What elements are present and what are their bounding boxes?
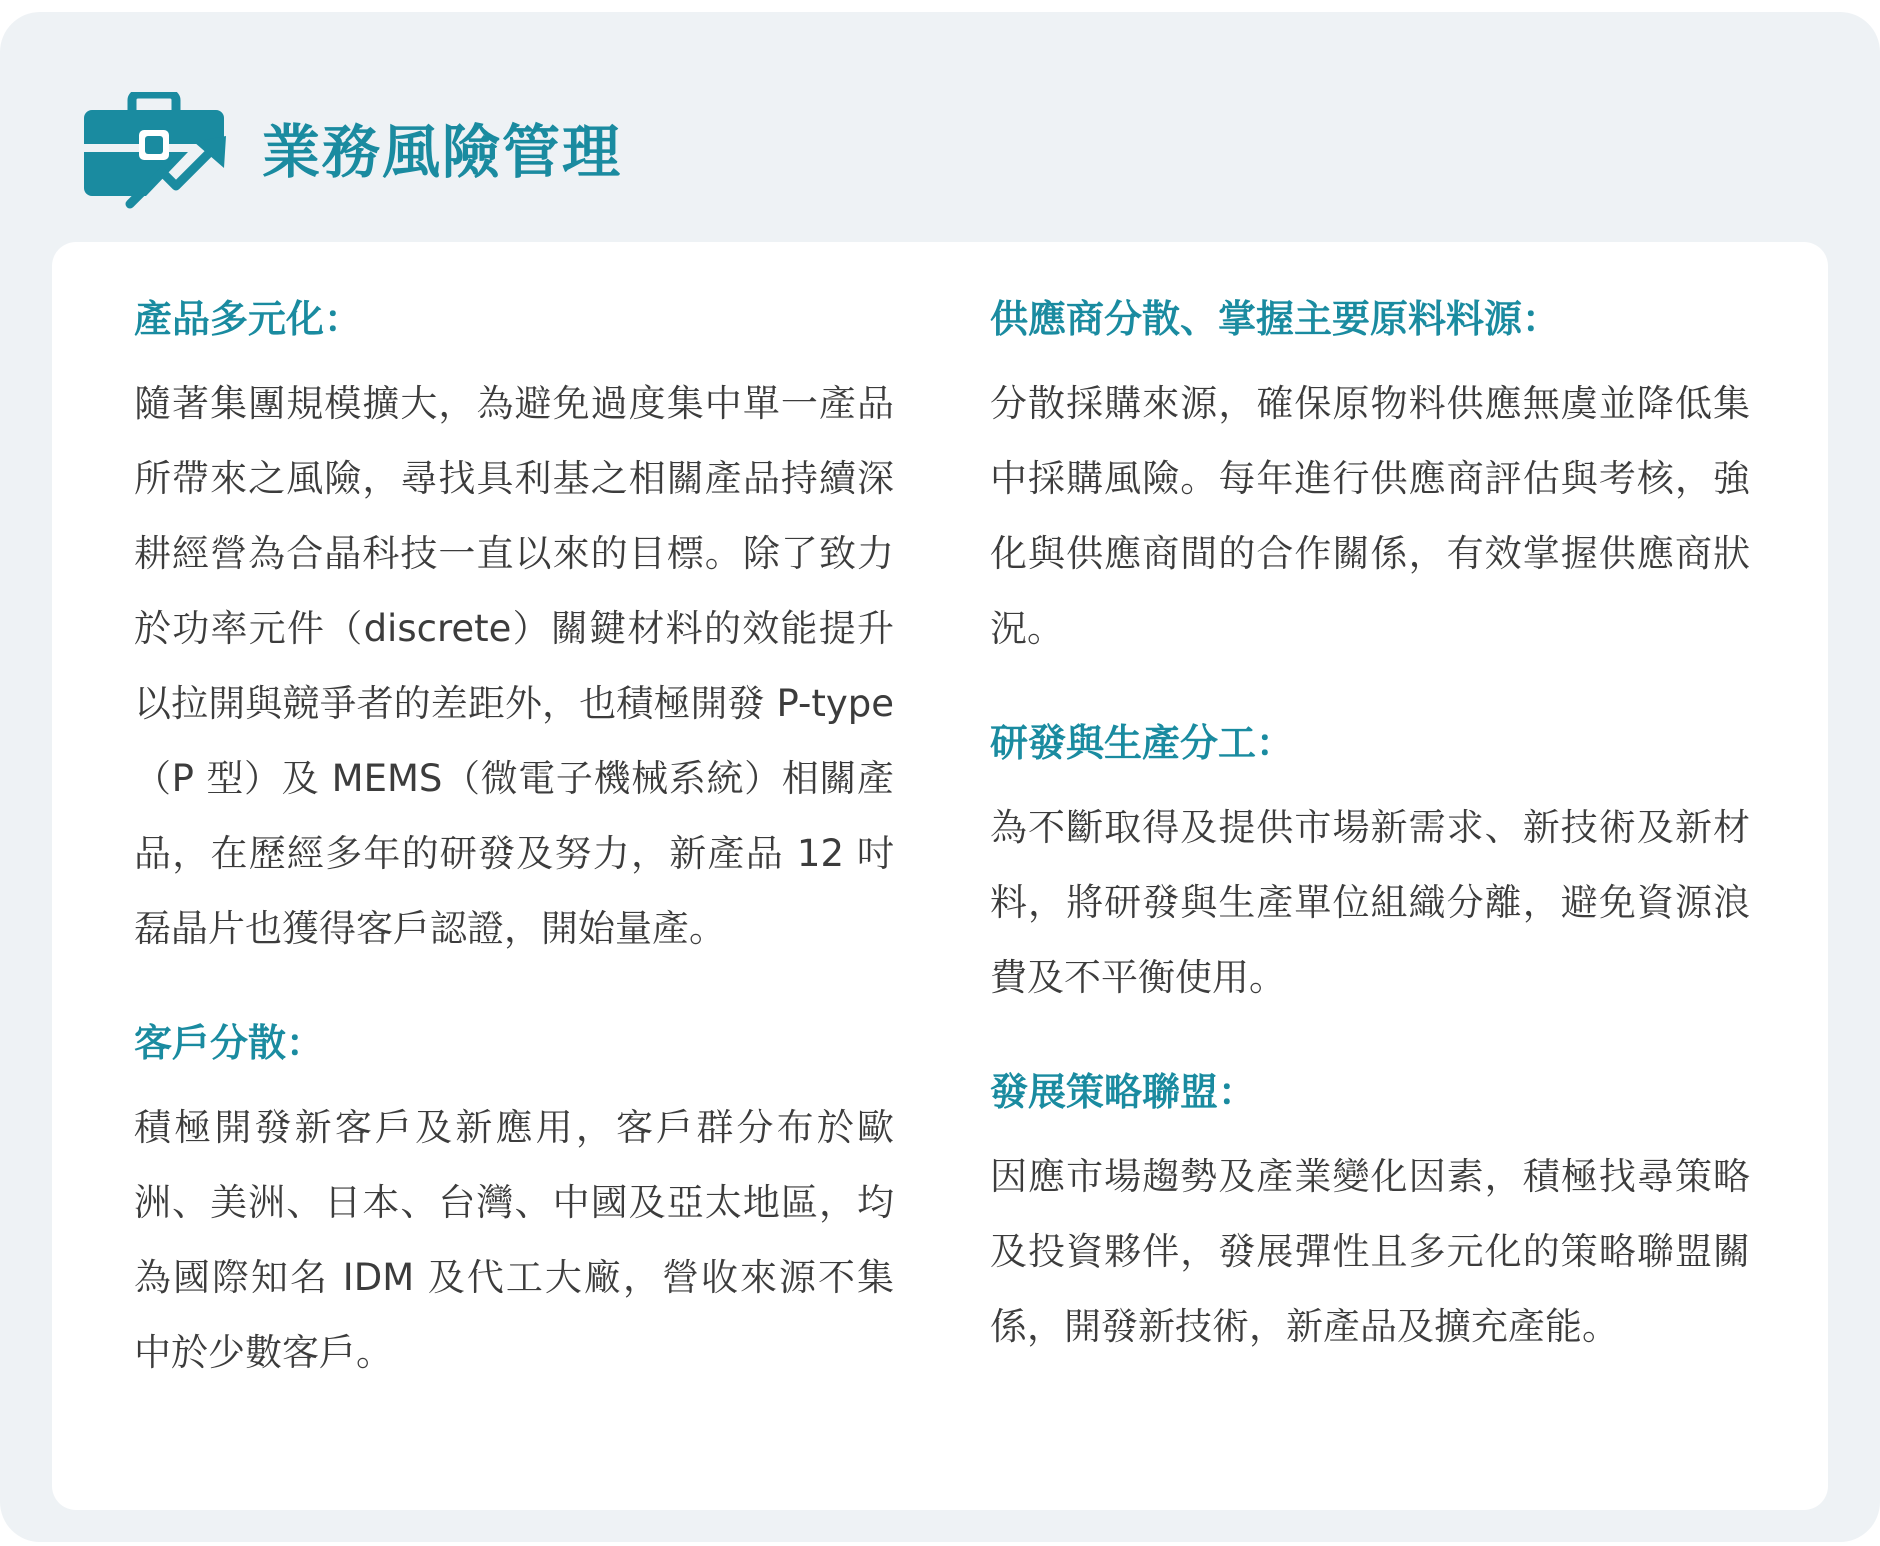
section-title: 供應商分散、掌握主要原料料源： [990, 297, 1561, 341]
section-customer-diversification [134, 1016, 894, 1390]
content-card [52, 242, 1828, 1510]
section-product-diversification [134, 292, 894, 966]
left-column [134, 292, 894, 1440]
section-strategic-alliance [990, 1065, 1750, 1364]
section-body: 積極開發新客戶及新應用，客戶群分布於歐洲、美洲、日本、台灣、中國及亞太地區，均為國際知名 IDM 及代工大廠，營收來源不集中於少數客戶。 [134, 1106, 894, 1374]
section-body: 因應市場趨勢及產業變化因素，積極找尋策略及投資夥伴，發展彈性且多元化的策略聯盟關係，開發新技術，新產品及擴充產能。 [990, 1155, 1750, 1348]
section-supplier-diversification [990, 292, 1750, 666]
right-column [990, 292, 1750, 1414]
section-rd-production-division [990, 716, 1750, 1015]
section-body: 分散採購來源，確保原物料供應無虞並降低集中採購風險。每年進行供應商評估與考核，強化與供應商間的合作關係，有效掌握供應商狀況。 [990, 382, 1750, 650]
page-header [84, 92, 622, 212]
page-background [0, 12, 1880, 1542]
section-title: 產品多元化： [134, 297, 363, 341]
page-title: 業務風險管理 [262, 118, 623, 186]
section-body: 隨著集團規模擴大，為避免過度集中單一產品所帶來之風險，尋找具利基之相關產品持續深耕經營為合晶科技一直以來的目標。除了致力於功率元件（discrete）關鍵材料的效能提升以拉開與競爭者的差距外，也積極開發 P-type （P 型）及 MEMS（微電子機械系統）相關產品，在歷經多年的研發及努力，新產品 12 吋磊晶片也獲得客戶認證，開始量產。 [134, 382, 894, 950]
section-body: 為不斷取得及提供市場新需求、新技術及新材料，將研發與生產單位組織分離，避免資源浪費及不平衡使用。 [990, 806, 1750, 999]
section-title: 客戶分散： [134, 1021, 325, 1065]
briefcase-growth-icon [84, 92, 228, 212]
section-title: 發展策略聯盟： [990, 1070, 1257, 1114]
section-title: 研發與生產分工： [990, 721, 1295, 765]
